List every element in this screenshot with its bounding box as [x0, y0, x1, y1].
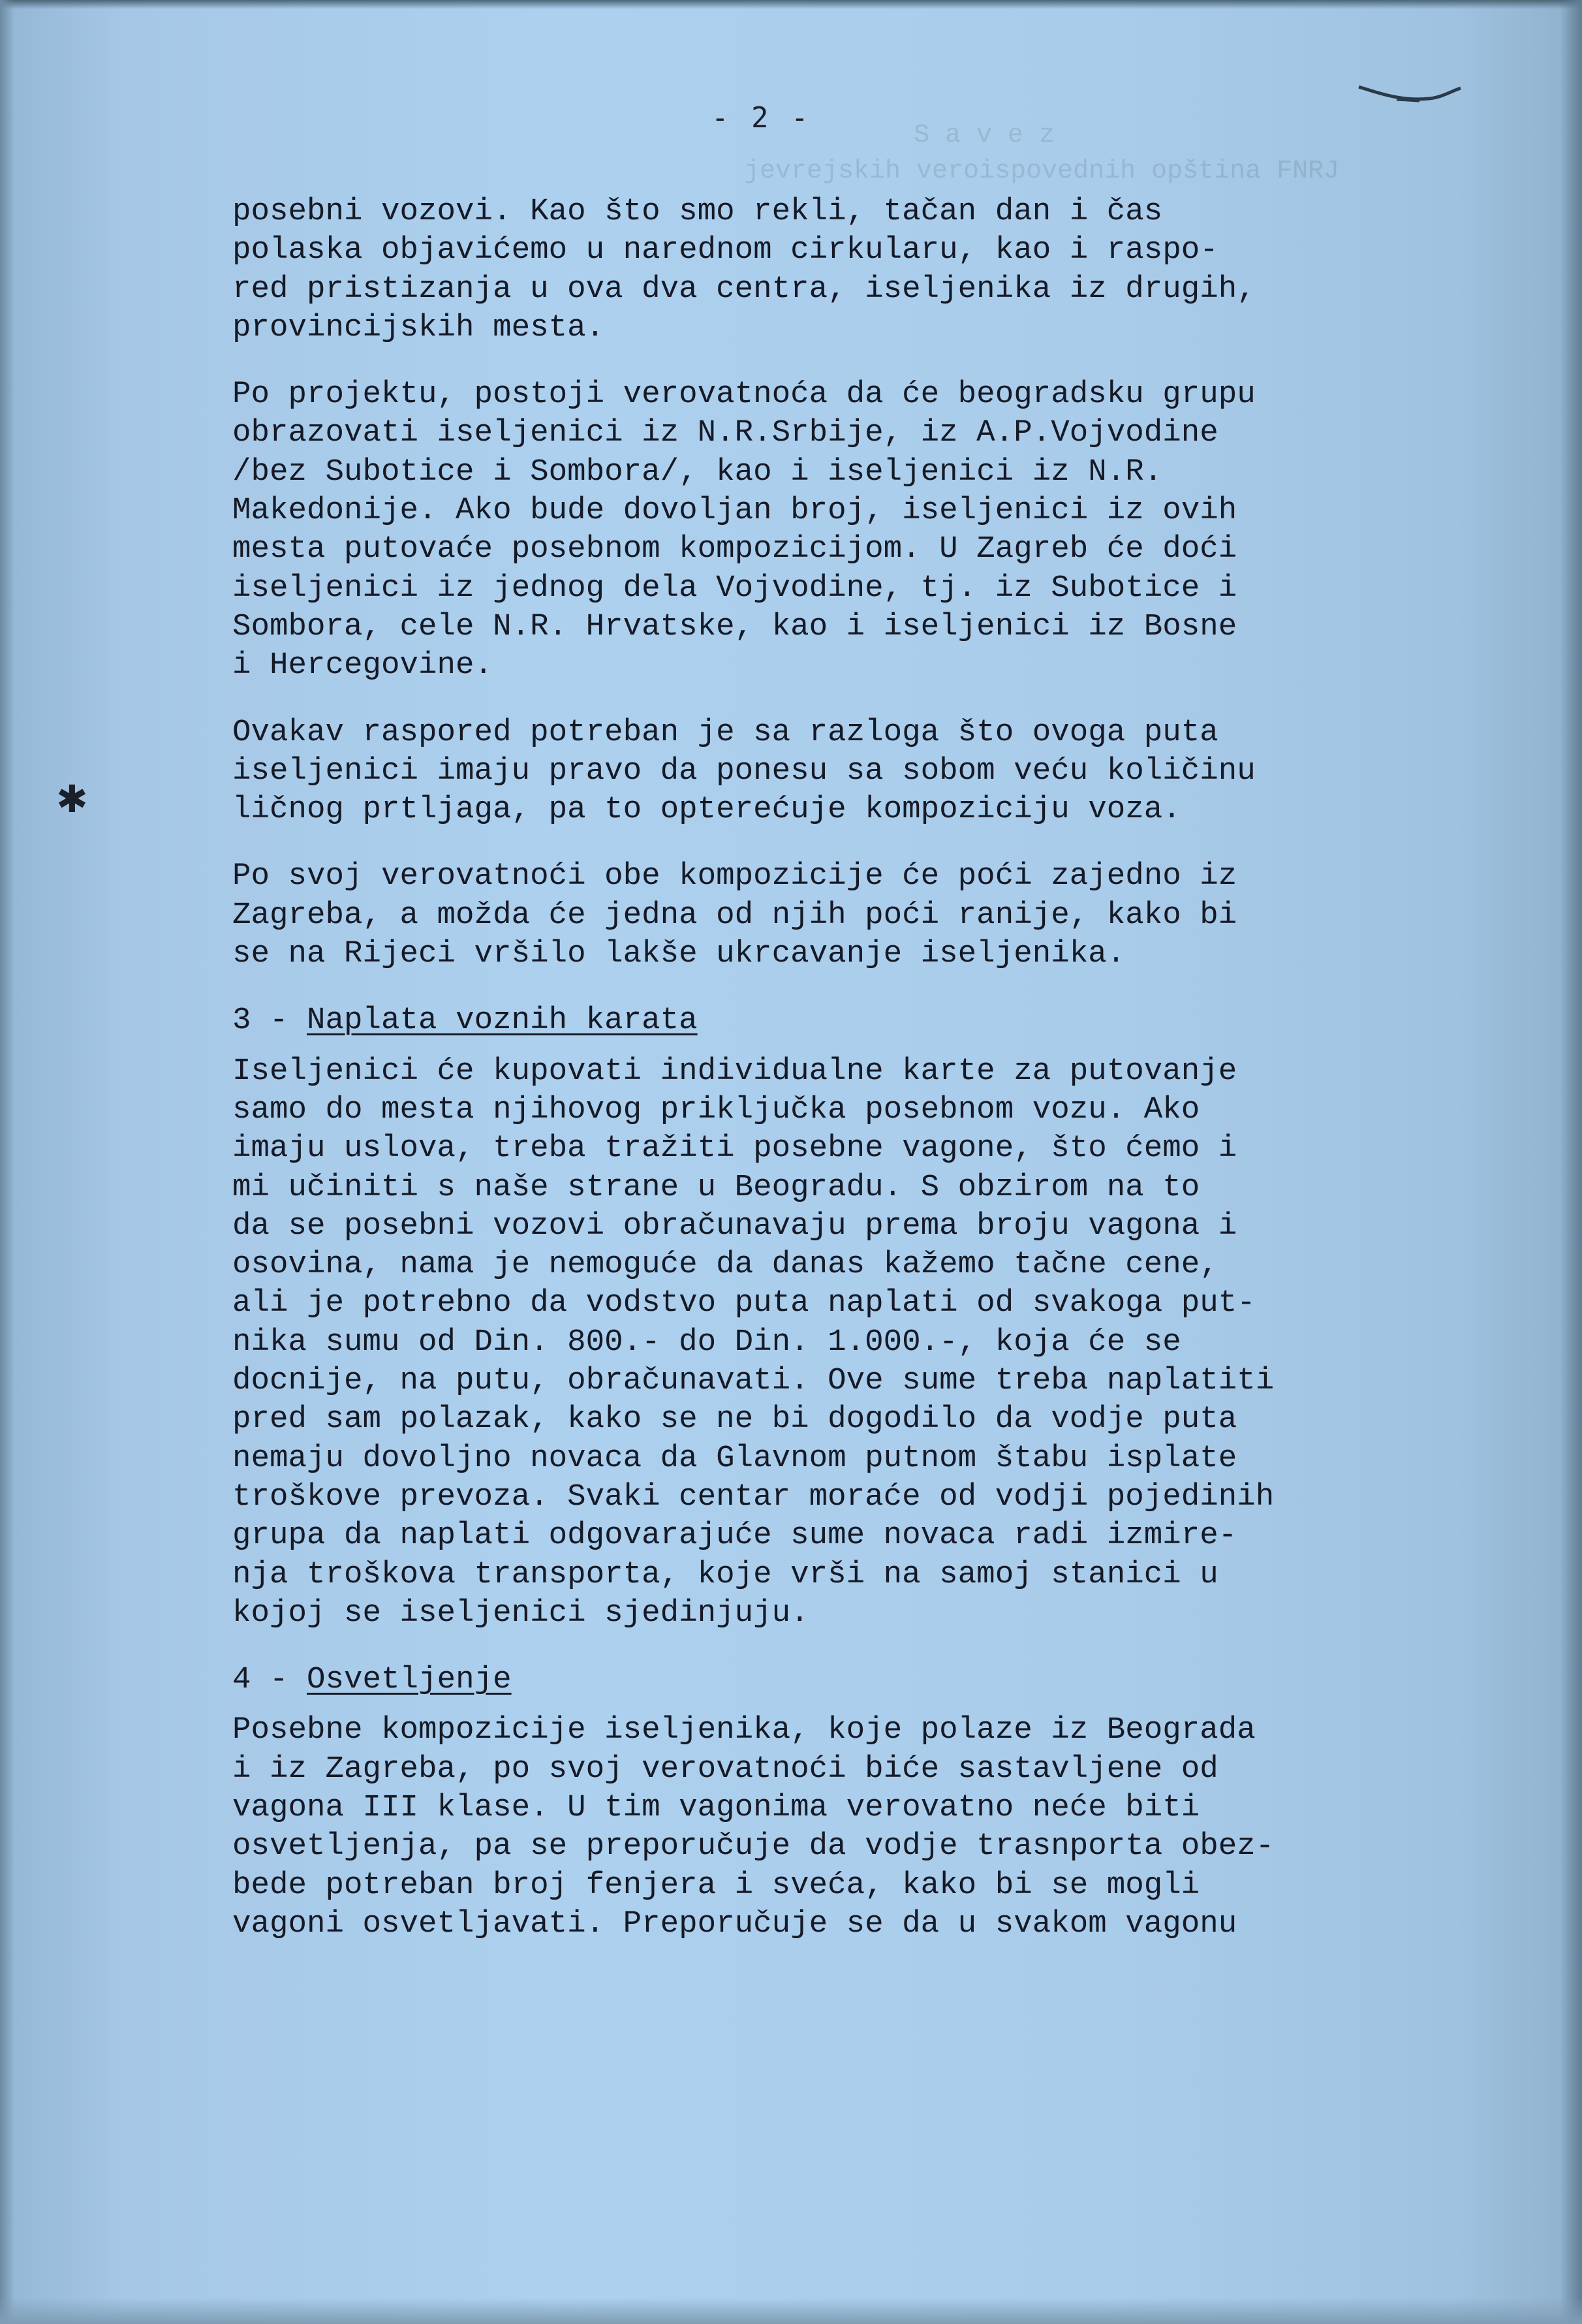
text-line: Po svoj verovatnoći obe kompozicije će poći zajedno iz	[232, 858, 1237, 894]
margin-asterisk-mark: ✱	[56, 777, 88, 821]
page-edge-shadow-left	[0, 0, 14, 2324]
text-line: se na Rijeci vršilo lakše ukrcavanje iseljenika.	[232, 936, 1126, 972]
text-line: nja troškova transporta, koje vrši na samoj stanici u	[232, 1556, 1218, 1592]
text-line: ličnog prtljaga, pa to opterećuje kompoziciju voza.	[232, 792, 1181, 828]
section-number: 4 -	[232, 1662, 307, 1698]
text-line: troškove prevoza. Svaki centar moraće od vodji pojedinih	[232, 1479, 1275, 1515]
page-edge-shadow-bottom	[0, 2298, 1582, 2324]
text-line: vagona III klase. U tim vagonima verovatno neće biti	[232, 1789, 1200, 1825]
text-line: pred sam polazak, kako se ne bi dogodilo da vodje puta	[232, 1402, 1237, 1437]
text-line: nemaju dovoljno novaca da Glavnom putnom štabu isplate	[232, 1440, 1237, 1476]
page-number: - 2 -	[711, 101, 811, 134]
paragraph-special-trains	[232, 193, 1355, 347]
text-line: iseljenici iz jednog dela Vojvodine, tj. iz Subotice i	[232, 570, 1237, 606]
text-line: grupa da naplati odgovarajuće sume novaca radi izmire-	[232, 1518, 1237, 1554]
section-heading-fares	[232, 1001, 1355, 1040]
text-line: osovina, nama je nemoguće da danas kažemo tačne cene,	[232, 1247, 1218, 1283]
text-line: Makedonije. Ako bude dovoljan broj, iseljenici iz ovih	[232, 493, 1237, 529]
section-title: Osvetljenje	[307, 1662, 512, 1698]
text-line: iseljenici imaju pravo da ponesu sa sobom veću količinu	[232, 753, 1256, 789]
text-line: ali je potrebno da vodstvo puta naplati od svakoga put-	[232, 1285, 1256, 1321]
text-line: kojoj se iseljenici sjedinjuju.	[232, 1595, 809, 1631]
section-heading-lighting	[232, 1661, 1355, 1699]
text-line: obrazovati iseljenici iz N.R.Srbije, iz A.P.Vojvodine	[232, 415, 1218, 451]
text-line: vagoni osvetljavati. Preporučuje se da u svakom vagonu	[232, 1906, 1237, 1941]
text-line: polaska objavićemo u narednom cirkularu, kao i raspo-	[232, 232, 1218, 268]
text-line: imaju uslova, treba tražiti posebne vagone, što ćemo i	[232, 1131, 1237, 1167]
paragraph-departure-zagreb	[232, 857, 1355, 973]
text-line: provincijskih mesta.	[232, 309, 605, 345]
text-line: osvetljenja, pa se preporučuje da vodje trasnporta obez-	[232, 1829, 1275, 1864]
text-line: Po projektu, postoji verovatnoća da će beogradsku grupu	[232, 377, 1256, 413]
text-line: Zagreba, a možda će jedna od njih poći ranije, kako bi	[232, 897, 1237, 933]
section-title: Naplata voznih karata	[307, 1003, 698, 1039]
paragraph-lighting	[232, 1711, 1355, 1943]
text-line: da se posebni vozovi obračunavaju prema broju vagona i	[232, 1208, 1237, 1244]
text-line: samo do mesta njihovog priključka posebnom vozu. Ako	[232, 1091, 1200, 1127]
text-line: docnije, na putu, obračunavati. Ove sume treba naplatiti	[232, 1363, 1275, 1399]
text-line: Sombora, cele N.R. Hrvatske, kao i iseljenici iz Bosne	[232, 608, 1237, 644]
text-line: /bez Subotice i Sombora/, kao i iseljenici iz N.R.	[232, 454, 1163, 490]
bleed-through-text: S a v e z	[914, 121, 1055, 150]
paper-tear-mark	[1357, 82, 1462, 108]
page-edge-shadow-right	[1560, 0, 1582, 2324]
text-line: i iz Zagreba, po svoj verovatnoći biće sastavljene od	[232, 1751, 1218, 1787]
text-line: Posebne kompozicije iseljenika, koje polaze iz Beograda	[232, 1712, 1256, 1748]
text-line: mi učiniti s naše strane u Beogradu. S obzirom na to	[232, 1169, 1200, 1205]
text-line: i Hercegovine.	[232, 648, 493, 683]
text-line: red pristizanja u ova dva centra, iseljenika iz drugih,	[232, 271, 1256, 307]
paragraph-fare-collection	[232, 1052, 1355, 1633]
letter-body	[232, 193, 1355, 1971]
text-line: Ovakav raspored potreban je sa razloga što ovoga puta	[232, 714, 1218, 750]
section-number: 3 -	[232, 1003, 307, 1039]
text-line: posebni vozovi. Kao što smo rekli, tačan dan i čas	[232, 194, 1163, 229]
paragraph-project-groups	[232, 375, 1355, 685]
bleed-through-text: jevrejskih veroispovednih opština FNRJ	[744, 157, 1340, 186]
text-line: mesta putovaće posebnom kompozicijom. U Zagreb će doći	[232, 531, 1237, 567]
paragraph-luggage-reason	[232, 714, 1355, 830]
text-line: bede potreban broj fenjera i sveća, kako bi se mogli	[232, 1867, 1200, 1903]
page-edge-shadow-top	[0, 0, 1582, 9]
text-line: Iseljenici će kupovati individualne karte za putovanje	[232, 1053, 1237, 1089]
text-line: nika sumu od Din. 800.- do Din. 1.000.-, koja će se	[232, 1324, 1181, 1360]
